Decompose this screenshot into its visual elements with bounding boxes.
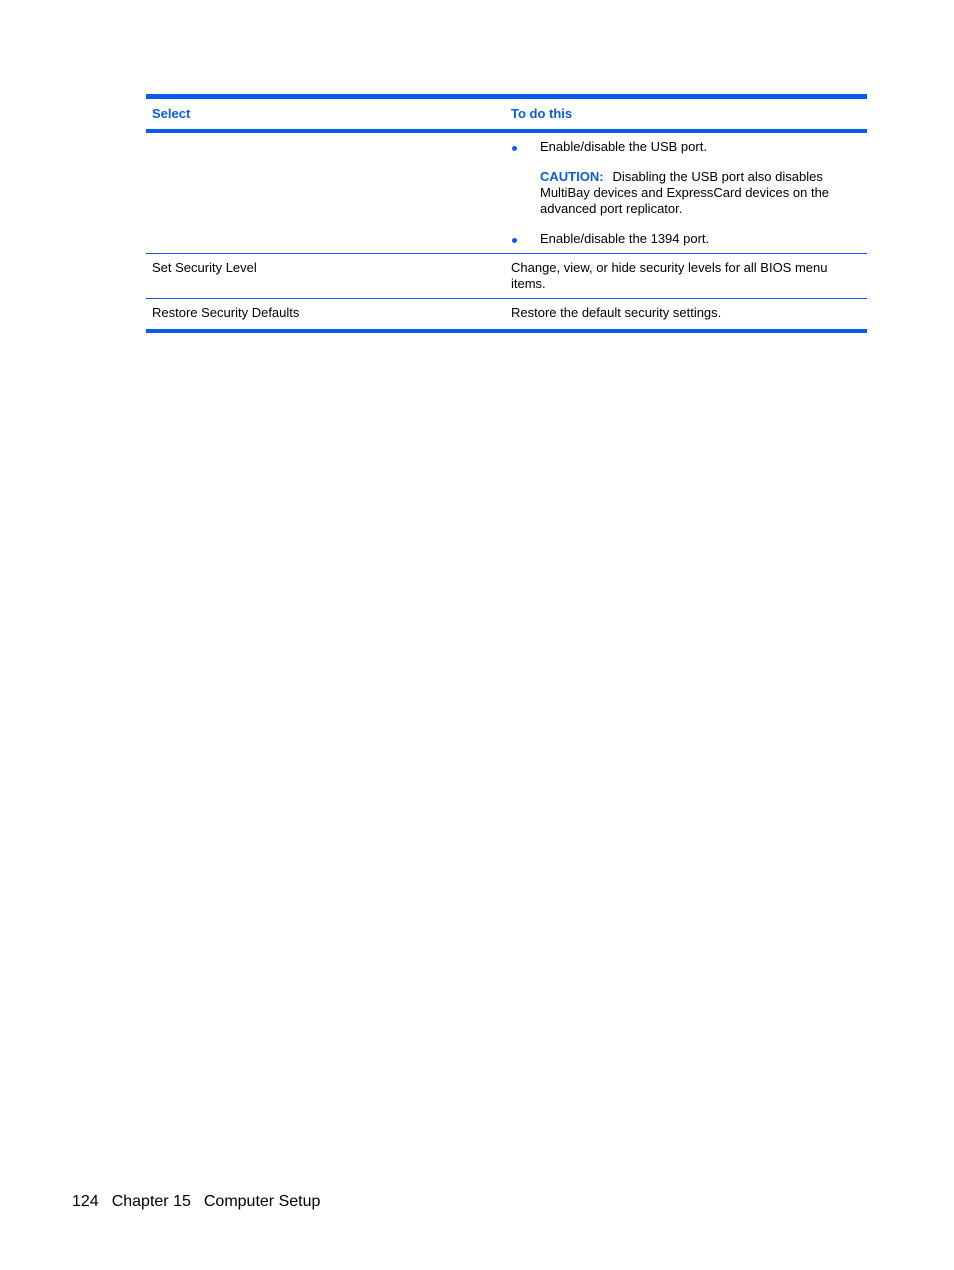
section-title: Computer Setup — [203, 1193, 321, 1210]
row-select-cell — [146, 131, 505, 254]
table-header — [146, 97, 867, 132]
page-number: 124 — [72, 1193, 99, 1210]
settings-table — [146, 94, 867, 333]
header-to-do-this: To do this — [505, 97, 867, 132]
chapter-label: Chapter 15 — [111, 1193, 191, 1210]
bullet-text: Enable/disable the 1394 port. — [540, 231, 710, 246]
row-todo-cell: Change, view, or hide security levels for all BIOS menu items. — [505, 254, 867, 299]
row-select-cell: Set Security Level — [146, 254, 505, 299]
header-select: Select — [146, 97, 505, 132]
caution-label: CAUTION: — [540, 169, 604, 184]
bullet-text: Enable/disable the USB port. — [540, 139, 707, 154]
caution-text: Disabling the USB port also disables MultiBay devices and ExpressCard devices on the advanced port replicator. — [540, 169, 830, 216]
bullet-icon — [512, 146, 517, 151]
row-select-cell: Restore Security Defaults — [146, 299, 505, 332]
header-row — [146, 97, 867, 132]
page-footer — [72, 1192, 333, 1212]
bullet-list — [511, 139, 861, 247]
bullet-item — [511, 139, 861, 217]
table-row — [146, 254, 867, 299]
table-row — [146, 299, 867, 332]
bullet-icon — [512, 238, 517, 243]
bullet-item — [511, 231, 861, 247]
row-todo-cell — [505, 131, 867, 254]
table-row — [146, 131, 867, 254]
row-todo-cell: Restore the default security settings. — [505, 299, 867, 332]
caution-note — [540, 169, 861, 217]
